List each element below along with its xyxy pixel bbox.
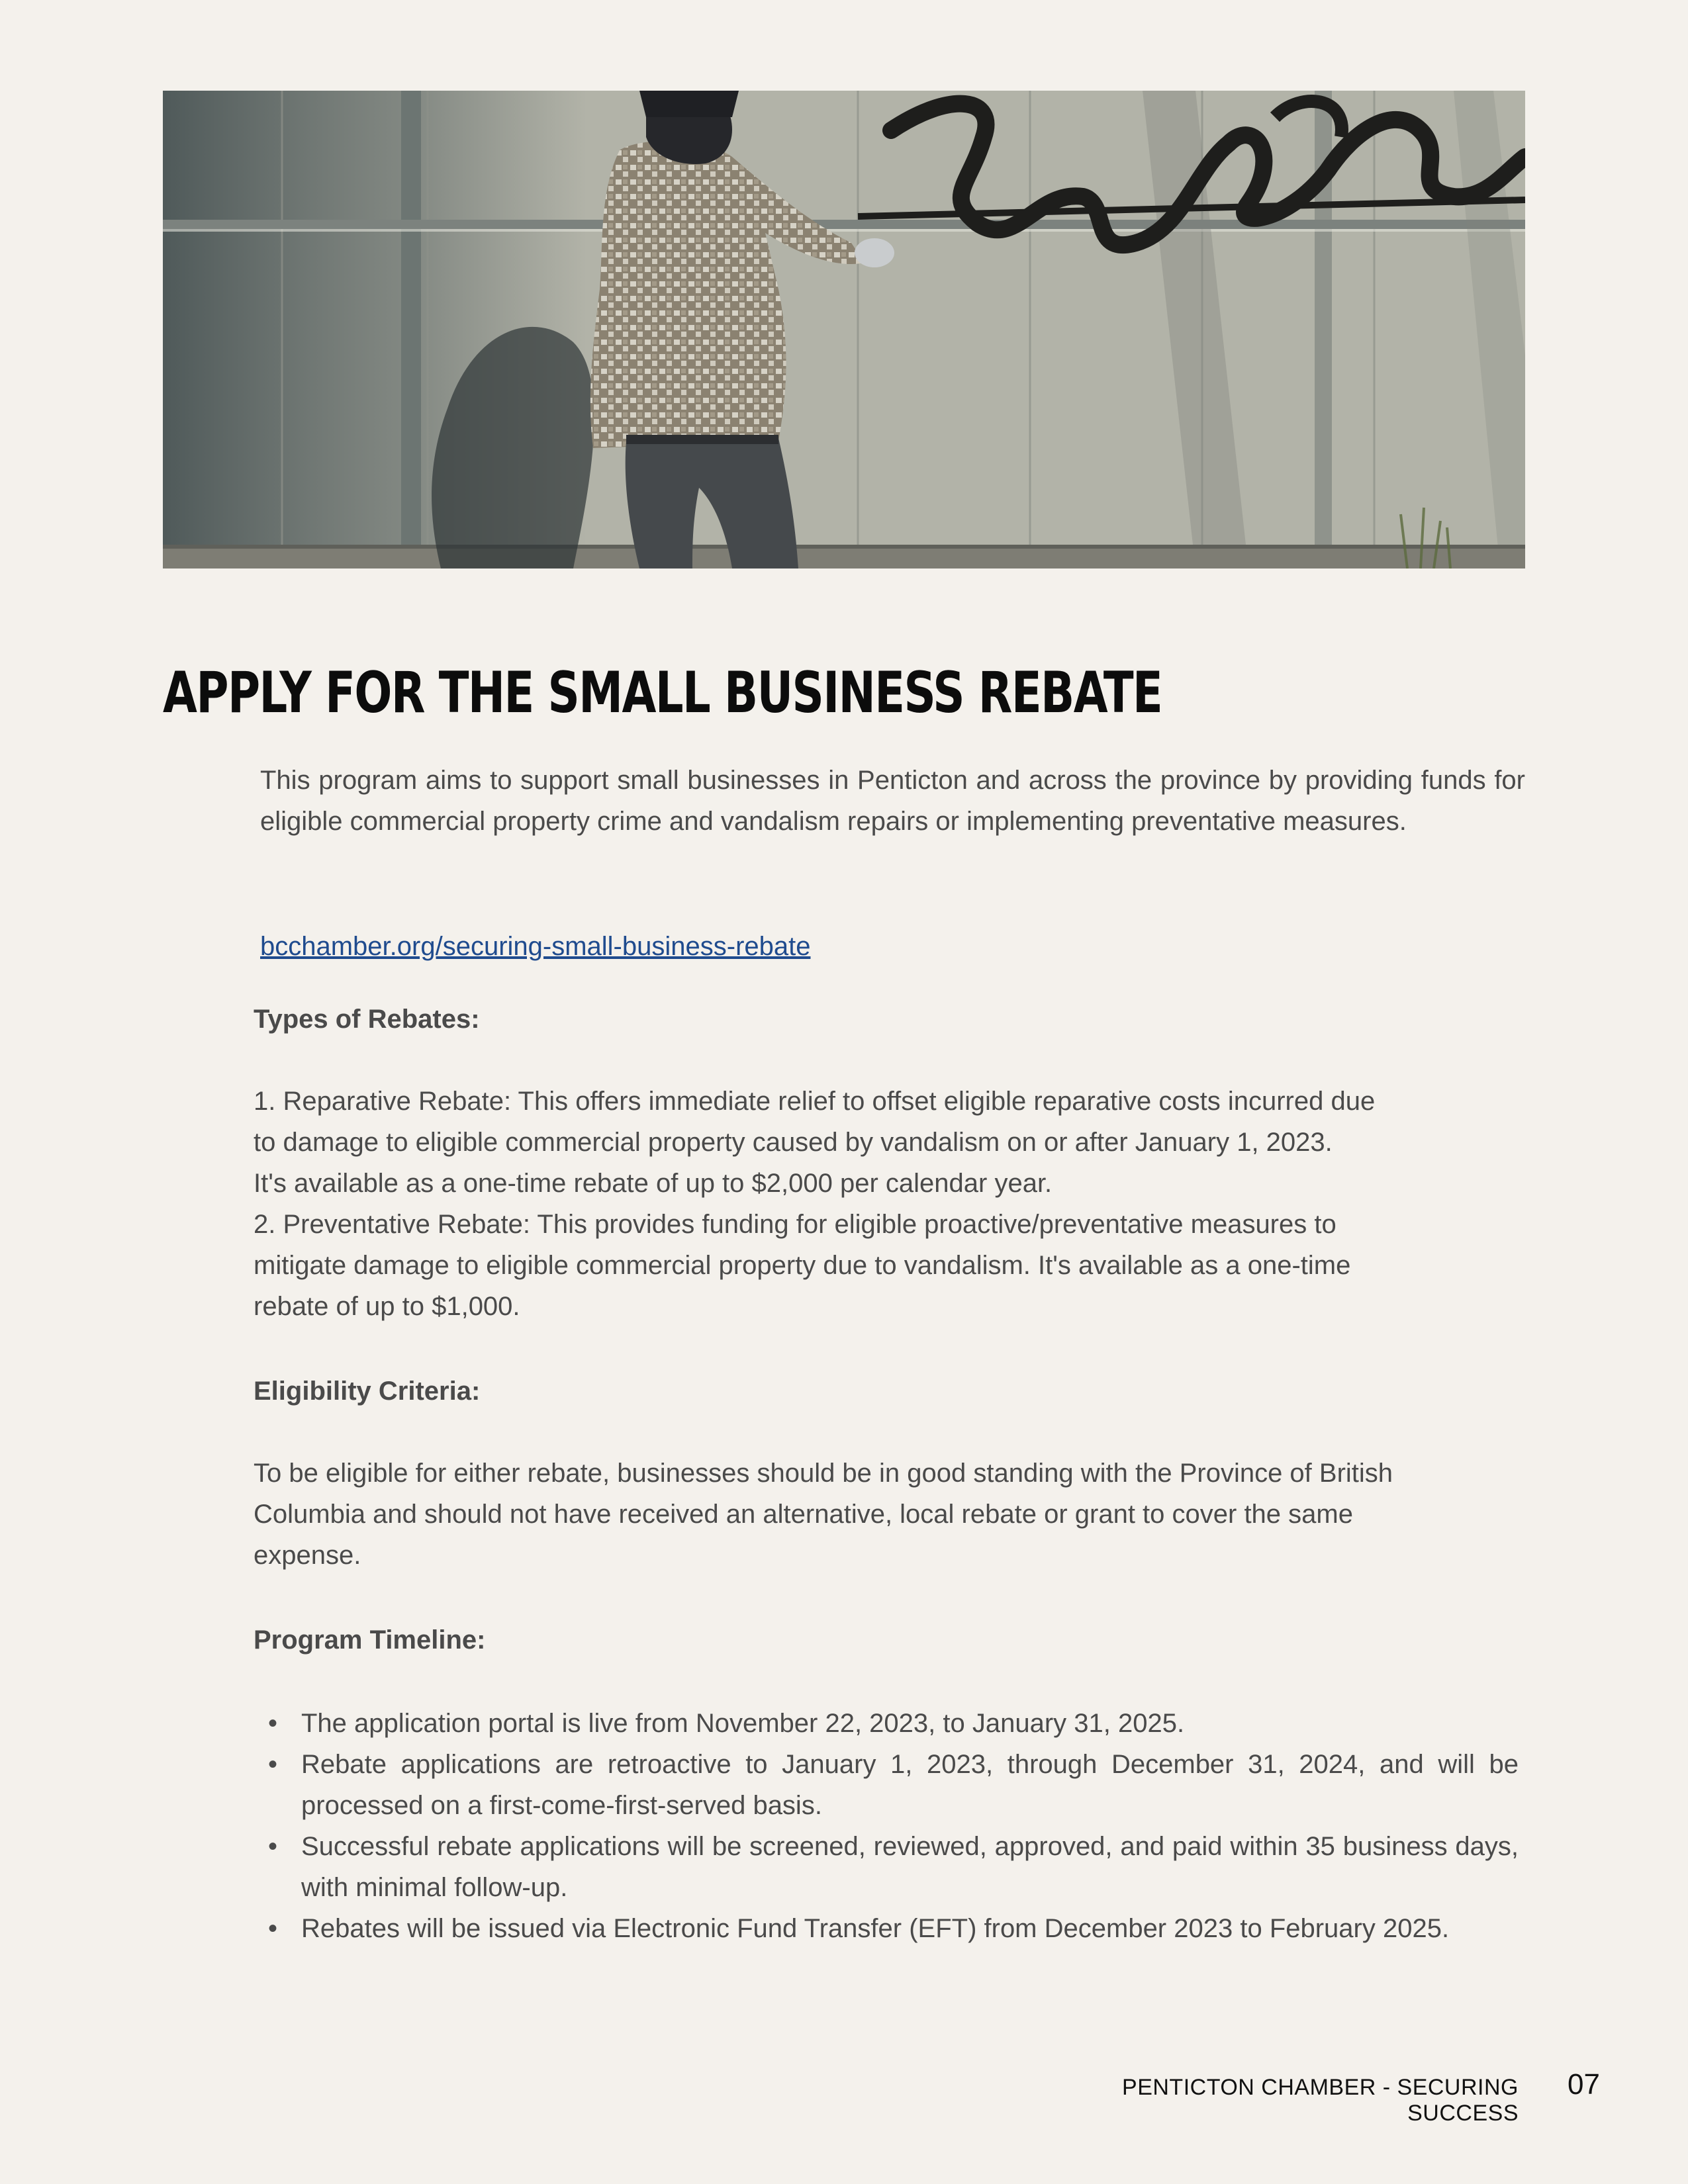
timeline-list xyxy=(254,1703,1519,1949)
graffiti-photo-illustration xyxy=(163,91,1525,569)
eligibility-line-1: To be eligible for either rebate, businesses should be in good standing with the Province of British xyxy=(254,1459,1393,1488)
eligibility-line-3: expense. xyxy=(254,1541,361,1570)
eligibility-heading: Eligibility Criteria: xyxy=(254,1377,481,1406)
types-line-5: mitigate damage to eligible commercial property due to vandalism. It's available as a one-time xyxy=(254,1251,1351,1280)
types-section xyxy=(254,999,1525,1327)
types-line-3: It's available as a one-time rebate of up to $2,000 per calendar year. xyxy=(254,1169,1053,1198)
bullet-icon: • xyxy=(268,1709,278,1738)
bullet-icon: • xyxy=(268,1832,278,1861)
types-line-1: 1. Reparative Rebate: This offers immediate relief to offset eligible reparative costs incurred due xyxy=(254,1087,1376,1116)
list-item: • Rebates will be issued via Electronic Fund Transfer (EFT) from December 2023 to February 2025. xyxy=(301,1908,1519,1949)
eligibility-line-2: Columbia and should not have received an alternative, local rebate or grant to cover the same xyxy=(254,1500,1353,1529)
timeline-heading-wrap xyxy=(254,1619,1525,1661)
list-item: • Rebate applications are retroactive to January 1, 2023, through December 31, 2024, and will be processed on a first-come-first-served basis. xyxy=(301,1744,1519,1826)
types-line-4: 2. Preventative Rebate: This provides funding for eligible proactive/preventative measures to xyxy=(254,1210,1336,1239)
types-heading: Types of Rebates: xyxy=(254,1005,480,1034)
hero-photo xyxy=(163,91,1525,569)
page-title: APPLY FOR THE SMALL BUSINESS REBATE xyxy=(163,660,1162,726)
page-number: 07 xyxy=(1568,2068,1600,2101)
footer-title: PENTICTON CHAMBER - SECURING SUCCESS xyxy=(1122,2075,1519,2126)
intro-paragraph: This program aims to support small businesses in Penticton and across the province by providing funds for eligible commercial property crime and vandalism repairs or implementing preventative measures. xyxy=(260,766,1525,836)
list-item: • Successful rebate applications will be screened, reviewed, approved, and paid within 35 business days, with minimal follow-up. xyxy=(301,1826,1519,1908)
list-item: • The application portal is live from November 22, 2023, to January 31, 2025. xyxy=(301,1703,1519,1744)
rebate-link[interactable]: bcchamber.org/securing-small-business-rebate xyxy=(260,932,811,961)
bullet-icon: • xyxy=(268,1914,278,1943)
eligibility-section xyxy=(254,1371,1525,1576)
bullet-icon: • xyxy=(268,1750,278,1779)
types-line-6: rebate of up to $1,000. xyxy=(254,1292,520,1321)
types-line-2: to damage to eligible commercial property caused by vandalism on or after January 1, 2023. xyxy=(254,1128,1333,1157)
timeline-heading: Program Timeline: xyxy=(254,1625,486,1655)
